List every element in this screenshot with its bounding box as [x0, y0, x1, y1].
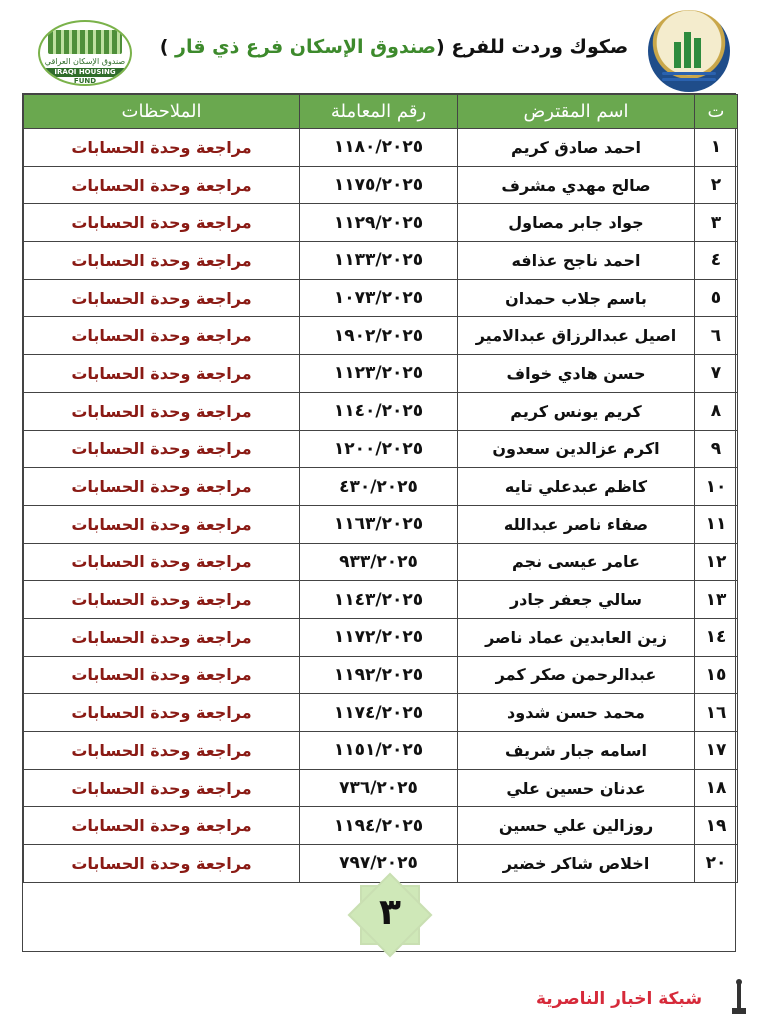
row-borrower-name: عامر عيسى نجم — [458, 543, 695, 581]
row-transaction-number: ١١٢٩/٢٠٢٥ — [300, 204, 458, 242]
row-transaction-number: ١١٩٤/٢٠٢٥ — [300, 807, 458, 845]
row-borrower-name: اخلاص شاكر خضير — [458, 845, 695, 883]
row-serial: ١ — [695, 129, 738, 167]
row-note: مراجعة وحدة الحسابات — [24, 242, 300, 280]
row-transaction-number: ١١٧٤/٢٠٢٥ — [300, 694, 458, 732]
row-note: مراجعة وحدة الحسابات — [24, 317, 300, 355]
emblem-building-shape — [694, 38, 701, 68]
row-borrower-name: روزالين علي حسين — [458, 807, 695, 845]
title-branch: صندوق الإسكان فرع ذي قار — [175, 36, 437, 58]
row-note: مراجعة وحدة الحسابات — [24, 166, 300, 204]
row-transaction-number: ١٢٠٠/٢٠٢٥ — [300, 430, 458, 468]
row-borrower-name: اصيل عبدالرزاق عبدالامير — [458, 317, 695, 355]
row-borrower-name: صفاء ناصر عبدالله — [458, 505, 695, 543]
emblem-wave-shape — [662, 78, 716, 81]
row-transaction-number: ٧٣٦/٢٠٢٥ — [300, 769, 458, 807]
row-transaction-number: ٤٣٠/٢٠٢٥ — [300, 468, 458, 506]
row-borrower-name: عبدالرحمن صكر كمر — [458, 656, 695, 694]
table-row — [24, 468, 738, 506]
emblem-building-shape — [674, 42, 681, 68]
row-borrower-name: صالح مهدي مشرف — [458, 166, 695, 204]
table-row — [24, 166, 738, 204]
row-transaction-number: ١١٤٠/٢٠٢٥ — [300, 392, 458, 430]
row-transaction-number: ١١٦٣/٢٠٢٥ — [300, 505, 458, 543]
table-row — [24, 279, 738, 317]
row-transaction-number: ١٠٧٣/٢٠٢٥ — [300, 279, 458, 317]
row-note: مراجعة وحدة الحسابات — [24, 392, 300, 430]
row-note: مراجعة وحدة الحسابات — [24, 279, 300, 317]
logo-arabic-text: صندوق الإسكان العراقي — [44, 57, 126, 66]
table-header-row — [24, 95, 738, 129]
row-serial: ١٠ — [695, 468, 738, 506]
row-serial: ٨ — [695, 392, 738, 430]
logo-english-line1: IRAQI HOUSING — [40, 68, 130, 77]
table-row — [24, 430, 738, 468]
housing-fund-emblem — [648, 10, 730, 92]
row-note: مراجعة وحدة الحسابات — [24, 468, 300, 506]
table-row — [24, 656, 738, 694]
title-open-paren: ( — [436, 36, 445, 58]
table-row — [24, 694, 738, 732]
column-header-transaction-number: رقم المعاملة — [300, 95, 458, 129]
row-serial: ٣ — [695, 204, 738, 242]
table-row — [24, 204, 738, 242]
row-note: مراجعة وحدة الحسابات — [24, 355, 300, 393]
row-transaction-number: ١٩٠٢/٢٠٢٥ — [300, 317, 458, 355]
row-borrower-name: حسن هادي خواف — [458, 355, 695, 393]
row-transaction-number: ٧٩٧/٢٠٢٥ — [300, 845, 458, 883]
page-number-star — [345, 870, 435, 960]
table-row — [24, 392, 738, 430]
row-serial: ٥ — [695, 279, 738, 317]
row-serial: ١٣ — [695, 581, 738, 619]
page-title — [150, 36, 638, 58]
page-number: ٣ — [379, 892, 401, 933]
table-row — [24, 543, 738, 581]
table-row — [24, 769, 738, 807]
column-header-notes: الملاحظات — [24, 95, 300, 129]
table-row — [24, 807, 738, 845]
row-transaction-number: ١١٥١/٢٠٢٥ — [300, 732, 458, 770]
row-borrower-name: سالي جعفر جادر — [458, 581, 695, 619]
table-row — [24, 317, 738, 355]
row-serial: ١٧ — [695, 732, 738, 770]
row-borrower-name: احمد صادق كريم — [458, 129, 695, 167]
row-serial: ١٦ — [695, 694, 738, 732]
row-serial: ١٥ — [695, 656, 738, 694]
row-note: مراجعة وحدة الحسابات — [24, 581, 300, 619]
row-note: مراجعة وحدة الحسابات — [24, 656, 300, 694]
emblem-building-shape — [684, 32, 691, 68]
column-header-borrower-name: اسم المقترض — [458, 95, 695, 129]
row-serial: ٤ — [695, 242, 738, 280]
deeds-table-frame — [22, 93, 736, 952]
row-serial: ٢ — [695, 166, 738, 204]
column-header-serial: ت — [695, 95, 738, 129]
row-note: مراجعة وحدة الحسابات — [24, 430, 300, 468]
row-note: مراجعة وحدة الحسابات — [24, 505, 300, 543]
table-row — [24, 732, 738, 770]
table-row — [24, 129, 738, 167]
row-transaction-number: ١١٧٥/٢٠٢٥ — [300, 166, 458, 204]
row-borrower-name: زين العابدين عماد ناصر — [458, 618, 695, 656]
row-serial: ١٩ — [695, 807, 738, 845]
table-row — [24, 618, 738, 656]
row-note: مراجعة وحدة الحسابات — [24, 769, 300, 807]
row-serial: ١٤ — [695, 618, 738, 656]
row-transaction-number: ١١٨٠/٢٠٢٥ — [300, 129, 458, 167]
logo-building-icon — [48, 30, 122, 54]
iraqi-housing-fund-logo — [38, 20, 132, 86]
deeds-table — [23, 94, 738, 883]
row-serial: ١١ — [695, 505, 738, 543]
document-header — [0, 0, 758, 92]
row-note: مراجعة وحدة الحسابات — [24, 129, 300, 167]
row-transaction-number: ١١٢٣/٢٠٢٥ — [300, 355, 458, 393]
row-note: مراجعة وحدة الحسابات — [24, 694, 300, 732]
row-borrower-name: جواد جابر مصاول — [458, 204, 695, 242]
row-transaction-number: ١١٤٣/٢٠٢٥ — [300, 581, 458, 619]
table-row — [24, 355, 738, 393]
row-borrower-name: باسم جلاب حمدان — [458, 279, 695, 317]
watermark-tower-icon — [728, 978, 750, 1018]
row-serial: ٩ — [695, 430, 738, 468]
row-transaction-number: ٩٣٣/٢٠٢٥ — [300, 543, 458, 581]
logo-english-line2: FUND — [73, 77, 97, 85]
row-transaction-number: ١١٩٢/٢٠٢٥ — [300, 656, 458, 694]
title-main: صكوك وردت للفرع — [451, 36, 629, 58]
table-body — [24, 129, 738, 883]
row-borrower-name: محمد حسن شدود — [458, 694, 695, 732]
row-note: مراجعة وحدة الحسابات — [24, 618, 300, 656]
row-serial: ٢٠ — [695, 845, 738, 883]
row-serial: ١٨ — [695, 769, 738, 807]
row-note: مراجعة وحدة الحسابات — [24, 807, 300, 845]
row-note: مراجعة وحدة الحسابات — [24, 543, 300, 581]
row-borrower-name: اكرم عزالدين سعدون — [458, 430, 695, 468]
table-row — [24, 242, 738, 280]
row-borrower-name: اسامه جبار شريف — [458, 732, 695, 770]
title-close-paren: ) — [159, 36, 169, 58]
row-note: مراجعة وحدة الحسابات — [24, 845, 300, 883]
row-serial: ٧ — [695, 355, 738, 393]
row-note: مراجعة وحدة الحسابات — [24, 204, 300, 242]
source-watermark: شبكة اخبار الناصرية — [535, 989, 703, 1009]
row-transaction-number: ١١٧٢/٢٠٢٥ — [300, 618, 458, 656]
row-transaction-number: ١١٣٣/٢٠٢٥ — [300, 242, 458, 280]
table-row — [24, 581, 738, 619]
row-borrower-name: كاظم عبدعلي تايه — [458, 468, 695, 506]
table-row — [24, 505, 738, 543]
emblem-wave-shape — [662, 72, 716, 75]
row-serial: ٦ — [695, 317, 738, 355]
row-borrower-name: كريم يونس كريم — [458, 392, 695, 430]
row-note: مراجعة وحدة الحسابات — [24, 732, 300, 770]
row-borrower-name: عدنان حسين علي — [458, 769, 695, 807]
row-borrower-name: احمد ناجح عذافه — [458, 242, 695, 280]
row-serial: ١٢ — [695, 543, 738, 581]
